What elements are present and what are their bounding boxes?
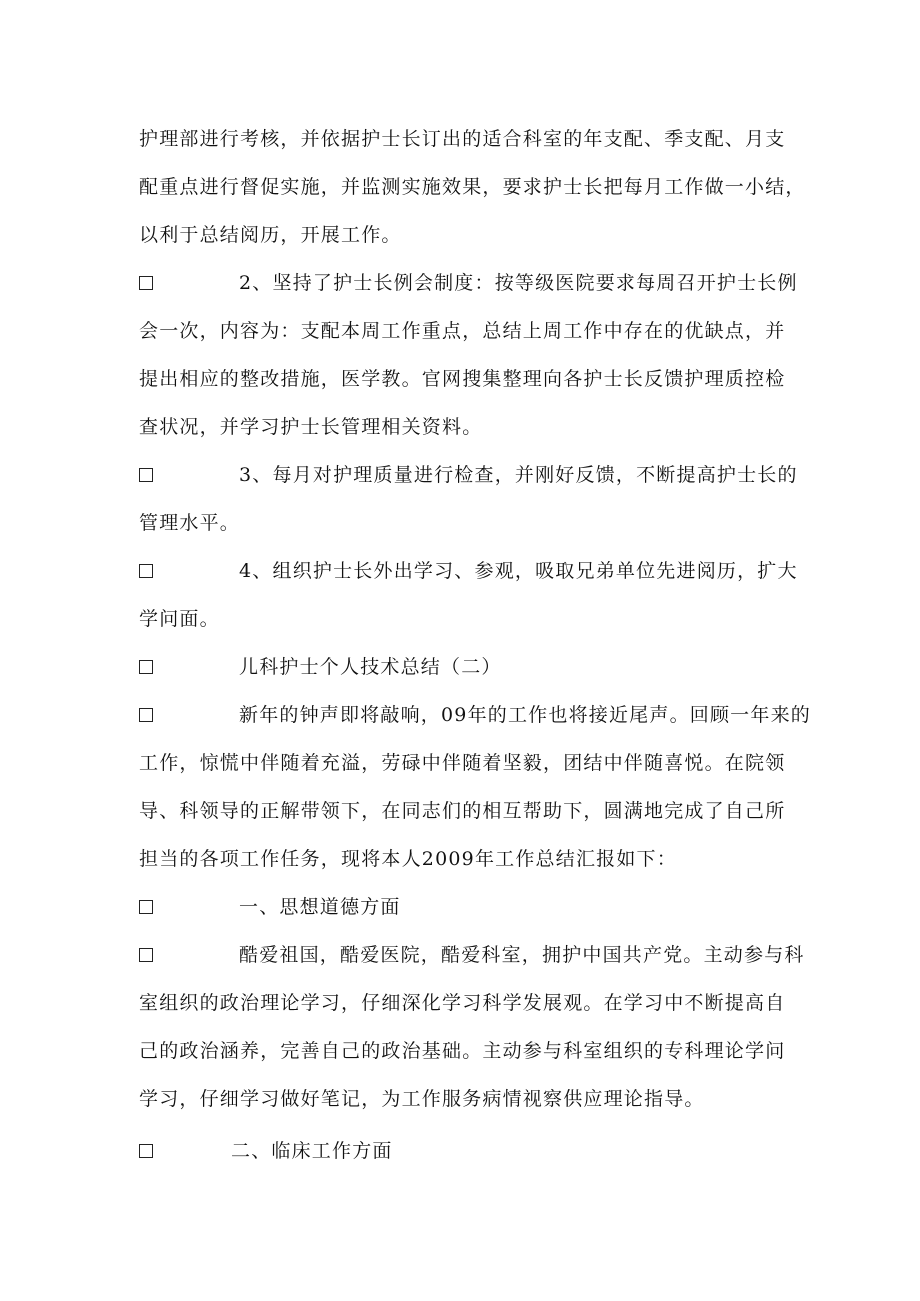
paragraph-moral	[139, 931, 805, 1123]
text-line: 担当的各项工作任务，现将本人2009年工作总结汇报如下：	[139, 848, 677, 870]
checkbox-icon	[139, 1144, 153, 1158]
text-line: 二、临床工作方面	[231, 1140, 393, 1162]
checkbox-icon	[139, 708, 153, 722]
text-line: 以利于总结阅历，开展工作。	[139, 224, 402, 246]
text-line: 儿科护士个人技术总结（二）	[239, 656, 502, 678]
text-line: 管理水平。	[139, 512, 241, 534]
checkbox-icon	[139, 276, 153, 290]
text-line: 2、坚持了护士长例会制度：按等级医院要求每周召开护士长例	[239, 272, 798, 294]
paragraph-item-3	[139, 451, 799, 547]
text-line: 护理部进行考核，并依据护士长订出的适合科室的年支配、季支配、月支	[139, 128, 786, 150]
text-line: 提出相应的整改措施，医学教。官网搜集整理向各护士长反馈护理质控检	[139, 368, 786, 390]
section-title	[139, 643, 799, 691]
text-line: 己的政治涵养，完善自己的政治基础。主动参与科室组织的专科理论学问	[139, 1040, 786, 1062]
text-line: 导、科领导的正解带领下，在同志们的相互帮助下，圆满地完成了自己所	[139, 800, 786, 822]
text-line: 学问面。	[139, 608, 220, 630]
heading-moral	[139, 883, 799, 931]
text-line: 一、思想道德方面	[239, 896, 401, 918]
text-line: 4、组织护士长外出学习、参观，吸取兄弟单位先进阅历，扩大	[239, 560, 798, 582]
heading-clinical	[139, 1127, 799, 1175]
paragraph-item-2	[139, 259, 799, 451]
text-line: 室组织的政治理论学习，仔细深化学习科学发展观。在学习中不断提高自	[139, 992, 786, 1014]
text-line: 配重点进行督促实施，并监测实施效果，要求护士长把每月工作做一小结，	[139, 176, 806, 198]
checkbox-icon	[139, 468, 153, 482]
checkbox-icon	[139, 660, 153, 674]
text-line: 工作，惊慌中伴随着充溢，劳碌中伴随着坚毅，团结中伴随喜悦。在院领	[139, 752, 786, 774]
paragraph-continuation	[139, 115, 806, 259]
text-line: 新年的钟声即将敲响，09年的工作也将接近尾声。回顾一年来的	[239, 704, 811, 726]
text-line: 查状况，并学习护士长管理相关资料。	[139, 416, 483, 438]
text-line: 学习，仔细学习做好笔记，为工作服务病情视察供应理论指导。	[139, 1088, 705, 1110]
text-line: 酷爱祖国，酷爱医院，酷爱科室，拥护中国共产党。主动参与科	[239, 944, 805, 966]
text-line: 会一次，内容为：支配本周工作重点，总结上周工作中存在的优缺点，并	[139, 320, 786, 342]
text-line: 3、每月对护理质量进行检查，并刚好反馈，不断提高护士长的	[239, 464, 798, 486]
checkbox-icon	[139, 900, 153, 914]
checkbox-icon	[139, 948, 153, 962]
paragraph-item-4	[139, 547, 799, 643]
paragraph-intro	[139, 691, 811, 883]
checkbox-icon	[139, 564, 153, 578]
